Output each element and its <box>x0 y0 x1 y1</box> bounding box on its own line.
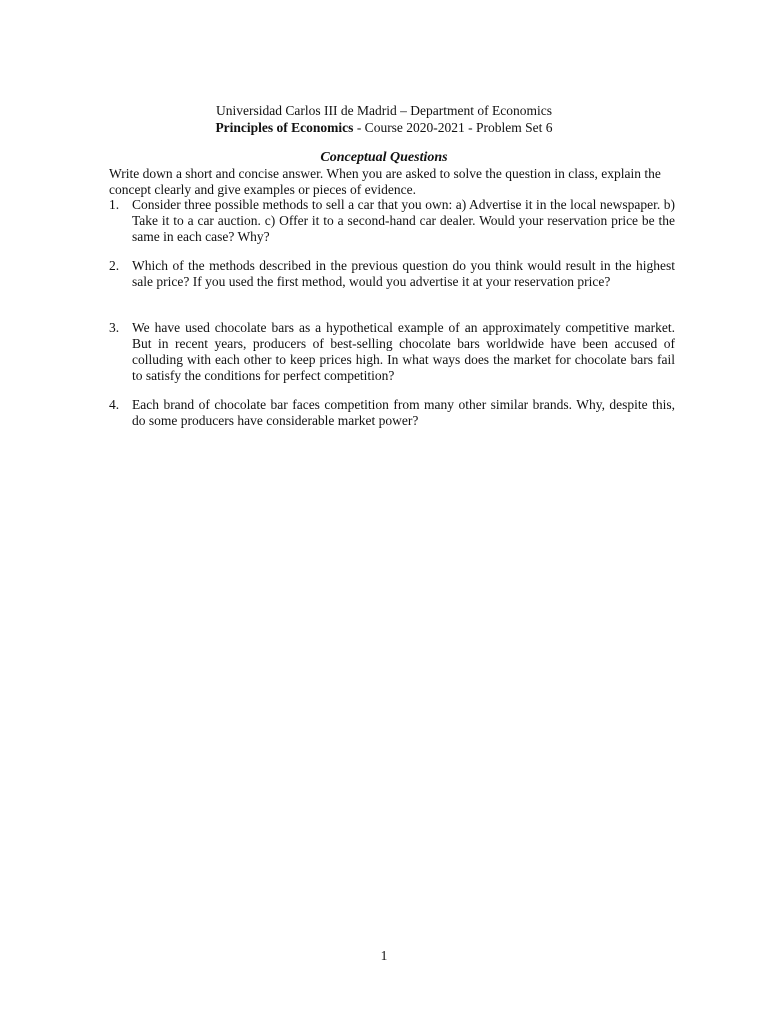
page-number: 1 <box>380 948 388 963</box>
question-text: Which of the methods described in the previous question do you think would result in the highest sale price? If you used the first method, would you advertise it at your reservation price? <box>132 258 675 289</box>
question-item <box>109 397 675 429</box>
question-text: Consider three possible methods to sell a car that you own: a) Advertise it in the local newspaper. b) Take it to a car auction. c) Offer it to a second-hand car dealer. Would your reservation price be the same in each case? Why? <box>132 197 675 244</box>
course-line <box>0 119 768 136</box>
institution-line: Universidad Carlos III de Madrid – Department of Economics <box>216 103 552 118</box>
question-item <box>109 197 675 245</box>
course-details: - Course 2020-2021 - Problem Set 6 <box>353 120 553 135</box>
question-item <box>109 320 675 384</box>
question-number: 3. <box>109 320 120 335</box>
section-title: Conceptual Questions <box>320 150 448 165</box>
question-text: We have used chocolate bars as a hypothetical example of an approximately competitive market. But in recent years, producers of best-selling chocolate bars worldwide have been accused of colluding with each other to keep prices high. In what ways does the market for chocolate bars fail to satisfy the conditions for perfect competition? <box>132 320 675 383</box>
question-number: 1. <box>109 197 120 212</box>
question-text: Each brand of chocolate bar faces competition from many other similar brands. Why, despite this, do some producers have considerable market power? <box>132 397 675 428</box>
intro-paragraph: Write down a short and concise answer. When you are asked to solve the question in class, explain the concept clearly and give examples or pieces of evidence. <box>109 166 661 197</box>
question-item <box>109 258 675 290</box>
question-number: 2. <box>109 258 120 273</box>
course-name: Principles of Economics <box>215 120 354 135</box>
question-number: 4. <box>109 397 120 412</box>
